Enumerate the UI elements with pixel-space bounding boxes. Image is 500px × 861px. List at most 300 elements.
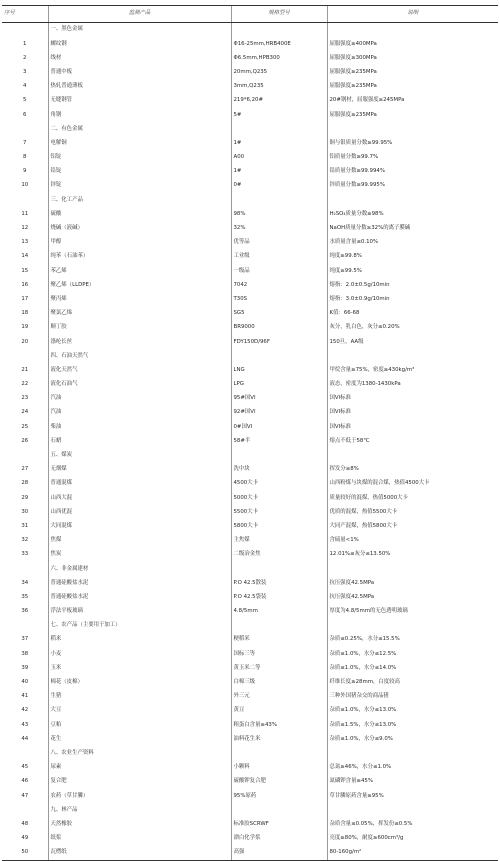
cell-note: 杂质≤1.0%，水分≤14.0% xyxy=(327,661,498,675)
cell-note: 含硫量<1% xyxy=(327,534,498,548)
cell-index: 2 xyxy=(23,54,27,61)
cell-note: 铝质量分数≥99.7% xyxy=(327,151,498,165)
product-spec-table xyxy=(2,5,498,861)
cell-index: 42 xyxy=(21,707,29,714)
cell-product: 线材 xyxy=(48,51,231,65)
cell-index: 9 xyxy=(23,168,27,175)
cell-note: 熔指：3.0±0.9g/10min xyxy=(327,293,498,307)
cell-spec: P.O 42.5散装 xyxy=(231,576,327,590)
cell-note xyxy=(327,122,498,136)
cell-product: 液化天然气 xyxy=(48,364,231,378)
cell-note: 铜与银质量分数≥99.95% xyxy=(327,137,498,151)
cell-category: 六、非金属建材 xyxy=(48,562,231,576)
cell-spec: 白棉三级 xyxy=(231,676,327,690)
table-row xyxy=(2,647,498,661)
table-row xyxy=(2,732,498,746)
cell-spec: 1# xyxy=(231,165,327,179)
cell-category: 一、黑色金属 xyxy=(48,23,231,38)
cell-product: 山西大混 xyxy=(48,491,231,505)
cell-product: 柴油 xyxy=(48,420,231,434)
cell-index: 4 xyxy=(23,83,27,90)
table-row xyxy=(2,661,498,675)
cell-note: 三种外国猪杂交的商品猪 xyxy=(327,690,498,704)
table-row xyxy=(2,250,498,264)
cell-spec: SG5 xyxy=(231,307,327,321)
cell-note: 纯度≥99.8% xyxy=(327,250,498,264)
category-row xyxy=(2,349,498,363)
header-note: 说明 xyxy=(327,6,498,23)
cell-product: 甲醇 xyxy=(48,236,231,250)
cell-product: 涤纶长丝 xyxy=(48,335,231,349)
cell-index: 18 xyxy=(21,310,29,317)
cell-spec: 3mm,Q235 xyxy=(231,80,327,94)
cell-index: 37 xyxy=(21,636,29,643)
cell-note: H₂SO₄质量分数≥98% xyxy=(327,207,498,221)
cell-note: 屈服强度≥300MPa xyxy=(327,51,498,65)
cell-spec: 优等品 xyxy=(231,236,327,250)
cell-note: 灰分，乳白色，灰分≤0.20% xyxy=(327,321,498,335)
cell-index: 22 xyxy=(21,381,29,388)
header-index: 序号 xyxy=(2,6,48,23)
cell-spec: 5500大卡 xyxy=(231,505,327,519)
table-row xyxy=(2,434,498,448)
cell-product: 稻米 xyxy=(48,633,231,647)
cell-spec: 油料花生米 xyxy=(231,732,327,746)
category-row xyxy=(2,23,498,38)
cell-spec: 92#国VI xyxy=(231,406,327,420)
category-row xyxy=(2,747,498,761)
table-row xyxy=(2,605,498,619)
cell-spec: FDY150D/96F xyxy=(231,335,327,349)
product-spec-table-sheet xyxy=(2,5,498,856)
cell-note: 国VI标准 xyxy=(327,406,498,420)
table-row xyxy=(2,846,498,861)
cell-category: 三、化工产品 xyxy=(48,193,231,207)
header-product: 监测产品 xyxy=(48,6,231,23)
header-spec: 规格型号 xyxy=(231,6,327,23)
cell-note: 屈服强度≥400MPa xyxy=(327,37,498,51)
table-row xyxy=(2,761,498,775)
cell-note: 液态，密度为1380-1430kPa xyxy=(327,378,498,392)
cell-spec: A00 xyxy=(231,151,327,165)
cell-note: 12.01%≤灰分≤13.50% xyxy=(327,548,498,562)
cell-spec: 粗蛋白含量≥43% xyxy=(231,718,327,732)
cell-index: 32 xyxy=(21,537,29,544)
cell-spec xyxy=(231,23,327,38)
cell-product: 铅锭 xyxy=(48,165,231,179)
table-row xyxy=(2,321,498,335)
cell-note: 锌质量分数≥99.995% xyxy=(327,179,498,193)
cell-index: 17 xyxy=(21,295,29,302)
cell-index: 50 xyxy=(2,846,48,861)
cell-index: 29 xyxy=(21,494,29,501)
cell-index xyxy=(2,747,48,761)
table-row xyxy=(2,491,498,505)
cell-spec: 外三元 xyxy=(231,690,327,704)
cell-product: 普通硅酸盐水泥 xyxy=(48,576,231,590)
cell-index: 31 xyxy=(21,522,29,529)
cell-index: 26 xyxy=(21,437,29,444)
cell-index: 49 xyxy=(21,835,29,842)
cell-product: 汽油 xyxy=(48,392,231,406)
cell-product: 聚乙烯（LLDPE） xyxy=(48,278,231,292)
cell-note: 屈服强度≥235MPa xyxy=(327,66,498,80)
cell-index: 6 xyxy=(23,111,27,118)
cell-note: 杂质≤1.0%，水分≤9.0% xyxy=(327,732,498,746)
cell-spec: LNG xyxy=(231,364,327,378)
table-row xyxy=(2,207,498,221)
cell-product: 液化石油气 xyxy=(48,378,231,392)
cell-note: 国VI标准 xyxy=(327,392,498,406)
cell-note xyxy=(327,449,498,463)
cell-note: 抗压强度42.5MPa xyxy=(327,576,498,590)
cell-note xyxy=(327,619,498,633)
cell-product: 浮法平板玻璃 xyxy=(48,605,231,619)
cell-index: 20 xyxy=(21,338,29,345)
cell-index: 44 xyxy=(21,735,29,742)
table-header-row xyxy=(2,6,498,23)
cell-index: 23 xyxy=(21,395,29,402)
cell-note xyxy=(327,193,498,207)
cell-spec: BR9000 xyxy=(231,321,327,335)
cell-category: 七、农产品（主要用于加工） xyxy=(48,619,231,633)
cell-product: 顺丁胶 xyxy=(48,321,231,335)
category-row xyxy=(2,122,498,136)
table-row xyxy=(2,633,498,647)
cell-note xyxy=(327,562,498,576)
table-row xyxy=(2,222,498,236)
cell-note: 水质量含量≤0.10% xyxy=(327,236,498,250)
cell-index: 24 xyxy=(21,409,29,416)
table-row xyxy=(2,51,498,65)
cell-note: 厚度为4.8/5mm的无色透明玻璃 xyxy=(327,605,498,619)
cell-index xyxy=(2,349,48,363)
cell-note: 草甘膦原药含量≥95% xyxy=(327,789,498,803)
table-row xyxy=(2,832,498,846)
table-row xyxy=(2,94,498,108)
cell-note: 氮磷钾含量≥45% xyxy=(327,775,498,789)
cell-spec xyxy=(231,449,327,463)
cell-note: 优质的混煤，热值5500大卡 xyxy=(327,505,498,519)
cell-index: 43 xyxy=(21,721,29,728)
cell-spec: 一级品 xyxy=(231,264,327,278)
table-row xyxy=(2,576,498,590)
cell-note: 屈服强度≥235MPa xyxy=(327,108,498,122)
cell-note: 纤维长度≥28mm，白度较高 xyxy=(327,676,498,690)
cell-category: 四、石油天然气 xyxy=(48,349,231,363)
cell-spec: 7042 xyxy=(231,278,327,292)
cell-spec xyxy=(231,122,327,136)
cell-note: 熔指：2.0±0.5g/10min xyxy=(327,278,498,292)
table-row xyxy=(2,704,498,718)
cell-product: 小麦 xyxy=(48,647,231,661)
cell-note: 杂质≤1.0%，水分≤13.0% xyxy=(327,704,498,718)
table-row xyxy=(2,236,498,250)
cell-spec: LPG xyxy=(231,378,327,392)
cell-note: 甲烷含量≥75%，密度≥430kg/m³ xyxy=(327,364,498,378)
cell-product: 玉米 xyxy=(48,661,231,675)
cell-spec: 二级冶金焦 xyxy=(231,548,327,562)
cell-product: 石蜡 xyxy=(48,434,231,448)
cell-spec: 0#国VI xyxy=(231,420,327,434)
cell-product: 纸浆 xyxy=(48,832,231,846)
cell-index xyxy=(2,449,48,463)
cell-index: 48 xyxy=(21,820,29,827)
cell-index: 45 xyxy=(21,764,29,771)
cell-index: 30 xyxy=(21,508,29,515)
table-row xyxy=(2,66,498,80)
table-row xyxy=(2,335,498,349)
cell-index: 3 xyxy=(23,68,27,75)
cell-product: 天然橡胶 xyxy=(48,818,231,832)
table-row xyxy=(2,108,498,122)
cell-index: 7 xyxy=(23,139,27,146)
table-row xyxy=(2,137,498,151)
cell-product: 角钢 xyxy=(48,108,231,122)
cell-category: 二、有色金属 xyxy=(48,122,231,136)
cell-spec: 5# xyxy=(231,108,327,122)
cell-spec: P.O 42.5袋装 xyxy=(231,591,327,605)
cell-index xyxy=(2,193,48,207)
cell-index xyxy=(2,122,48,136)
cell-index: 34 xyxy=(21,579,29,586)
cell-index: 10 xyxy=(21,182,29,189)
table-row xyxy=(2,505,498,519)
cell-note xyxy=(327,349,498,363)
cell-product: 焦煤 xyxy=(48,534,231,548)
cell-category: 五、煤炭 xyxy=(48,449,231,463)
cell-product: 螺纹钢 xyxy=(48,37,231,51)
category-row xyxy=(2,619,498,633)
cell-note: 大同产混煤，热值5800大卡 xyxy=(327,520,498,534)
cell-note: 国VI标准 xyxy=(327,420,498,434)
cell-spec: 1# xyxy=(231,137,327,151)
cell-index: 5 xyxy=(23,97,27,104)
cell-product: 焦炭 xyxy=(48,548,231,562)
cell-note: 熔点不低于58℃ xyxy=(327,434,498,448)
cell-spec: 黄玉米二等 xyxy=(231,661,327,675)
table-row xyxy=(2,278,498,292)
cell-note: 总氮≥46%，水分≤1.0% xyxy=(327,761,498,775)
cell-index: 11 xyxy=(21,210,29,217)
cell-product: 铝锭 xyxy=(48,151,231,165)
cell-index xyxy=(2,619,48,633)
table-row xyxy=(2,406,498,420)
category-row xyxy=(2,803,498,817)
table-row xyxy=(2,463,498,477)
cell-index: 40 xyxy=(21,679,29,686)
cell-index: 13 xyxy=(21,239,29,246)
cell-product: 瓦楞纸 xyxy=(48,846,231,861)
cell-spec: 219*6,20# xyxy=(231,94,327,108)
table-row xyxy=(2,690,498,704)
table-row xyxy=(2,420,498,434)
cell-spec: 国标三等 xyxy=(231,647,327,661)
cell-product: 汽油 xyxy=(48,406,231,420)
cell-note: 杂质含量≤0.05%，挥发份≤0.5% xyxy=(327,818,498,832)
table-row xyxy=(2,548,498,562)
cell-index: 14 xyxy=(21,253,29,260)
cell-note xyxy=(327,23,498,38)
cell-spec: 95%原药 xyxy=(231,789,327,803)
category-row xyxy=(2,449,498,463)
cell-note: 150旦，AA级 xyxy=(327,335,498,349)
cell-index: 27 xyxy=(21,466,29,473)
table-row xyxy=(2,264,498,278)
cell-product: 电解铜 xyxy=(48,137,231,151)
table-row xyxy=(2,520,498,534)
cell-note xyxy=(327,803,498,817)
cell-spec: 32% xyxy=(231,222,327,236)
table-row xyxy=(2,534,498,548)
cell-spec: 4500大卡 xyxy=(231,477,327,491)
cell-index: 46 xyxy=(21,778,29,785)
cell-index: 41 xyxy=(21,693,29,700)
table-row xyxy=(2,364,498,378)
cell-spec: Φ16-25mm,HRB400E xyxy=(231,37,327,51)
cell-category: 九、林产品 xyxy=(48,803,231,817)
cell-spec: 工业级 xyxy=(231,250,327,264)
cell-note: 20#钢材，屈服强度≥245MPa xyxy=(327,94,498,108)
table-row xyxy=(2,37,498,51)
cell-spec: Φ6.5mm,HPB300 xyxy=(231,51,327,65)
cell-note: 杂质≤1.5%，水分≤13.0% xyxy=(327,718,498,732)
cell-index: 28 xyxy=(21,480,29,487)
cell-product: 纯苯（石油苯） xyxy=(48,250,231,264)
cell-index: 8 xyxy=(23,154,27,161)
cell-product: 大豆 xyxy=(48,704,231,718)
cell-spec: 小颗料 xyxy=(231,761,327,775)
cell-note xyxy=(327,747,498,761)
cell-index: 15 xyxy=(21,267,29,274)
table-row xyxy=(2,378,498,392)
cell-spec: 95#国VI xyxy=(231,392,327,406)
cell-spec xyxy=(231,747,327,761)
cell-product: 硫酸 xyxy=(48,207,231,221)
cell-product: 山西优混 xyxy=(48,505,231,519)
cell-note: 纯度≥99.5% xyxy=(327,264,498,278)
cell-product: 普通硅酸盐水泥 xyxy=(48,591,231,605)
cell-index: 25 xyxy=(21,423,29,430)
cell-product: 无烟煤 xyxy=(48,463,231,477)
cell-product: 普通混煤 xyxy=(48,477,231,491)
cell-index: 38 xyxy=(21,650,29,657)
table-row xyxy=(2,165,498,179)
cell-product: 棉花（皮棉） xyxy=(48,676,231,690)
cell-note: 抗压强度42.5MPa xyxy=(327,591,498,605)
cell-spec: 4.8/5mm xyxy=(231,605,327,619)
cell-index: 16 xyxy=(21,281,29,288)
table-row xyxy=(2,591,498,605)
cell-spec: 0# xyxy=(231,179,327,193)
table-row xyxy=(2,789,498,803)
cell-spec xyxy=(231,349,327,363)
cell-note: 80-160g/m² xyxy=(327,846,498,861)
table-row xyxy=(2,293,498,307)
cell-index: 21 xyxy=(21,366,29,373)
cell-spec: 标准胶SCRWF xyxy=(231,818,327,832)
cell-spec xyxy=(231,619,327,633)
cell-note: 屈服强度≥235MPa xyxy=(327,80,498,94)
cell-note: 质量较好的混煤，热值5000大卡 xyxy=(327,491,498,505)
table-row xyxy=(2,151,498,165)
cell-note: 山西粉煤与块煤的混合煤，热值4500大卡 xyxy=(327,477,498,491)
cell-product: 苯乙烯 xyxy=(48,264,231,278)
cell-spec: 高强 xyxy=(231,846,327,861)
cell-product: 大同混煤 xyxy=(48,520,231,534)
cell-index xyxy=(2,562,48,576)
table-row xyxy=(2,179,498,193)
cell-product: 生猪 xyxy=(48,690,231,704)
cell-spec xyxy=(231,193,327,207)
cell-spec: 硫酸钾复合肥 xyxy=(231,775,327,789)
cell-index: 35 xyxy=(21,593,29,600)
cell-product: 复合肥 xyxy=(48,775,231,789)
table-row xyxy=(2,307,498,321)
table-row xyxy=(2,676,498,690)
table-row xyxy=(2,477,498,491)
cell-index: 12 xyxy=(21,225,29,232)
cell-spec: T30S xyxy=(231,293,327,307)
cell-spec: 58#半 xyxy=(231,434,327,448)
cell-note: NaOH质量分数≥32%的离子膜碱 xyxy=(327,222,498,236)
cell-product: 锌锭 xyxy=(48,179,231,193)
cell-spec: 主焦煤 xyxy=(231,534,327,548)
cell-product: 农药（草甘膦） xyxy=(48,789,231,803)
cell-spec: 漂白化学浆 xyxy=(231,832,327,846)
cell-spec: 粳稻米 xyxy=(231,633,327,647)
cell-note: 挥发分≤8% xyxy=(327,463,498,477)
cell-note: 铅质量分数≥99.994% xyxy=(327,165,498,179)
cell-category: 八、农业生产资料 xyxy=(48,747,231,761)
cell-product: 豆粕 xyxy=(48,718,231,732)
cell-product: 普通中板 xyxy=(48,66,231,80)
cell-spec: 洗中块 xyxy=(231,463,327,477)
cell-product: 聚丙烯 xyxy=(48,293,231,307)
cell-product: 烧碱（液碱） xyxy=(48,222,231,236)
cell-index: 39 xyxy=(21,664,29,671)
cell-spec: 20mm,Q235 xyxy=(231,66,327,80)
cell-note: K值：66-68 xyxy=(327,307,498,321)
cell-spec xyxy=(231,803,327,817)
cell-index: 47 xyxy=(21,792,29,799)
table-row xyxy=(2,718,498,732)
cell-product: 热轧普通薄板 xyxy=(48,80,231,94)
cell-spec: 5000大卡 xyxy=(231,491,327,505)
cell-product: 聚氯乙烯 xyxy=(48,307,231,321)
category-row xyxy=(2,193,498,207)
cell-note: 杂质≤0.25%，水分≤15.5% xyxy=(327,633,498,647)
cell-index: 1 xyxy=(23,40,27,47)
cell-index: 19 xyxy=(21,324,29,331)
cell-spec: 黄豆 xyxy=(231,704,327,718)
table-row xyxy=(2,392,498,406)
table-row xyxy=(2,818,498,832)
category-row xyxy=(2,562,498,576)
cell-spec: 98% xyxy=(231,207,327,221)
cell-note: 杂质≤1.0%，水分≤12.5% xyxy=(327,647,498,661)
cell-index xyxy=(2,23,48,38)
cell-index xyxy=(2,803,48,817)
cell-spec xyxy=(231,562,327,576)
cell-note: 亮度≥80%，耐度≥600cm³/g xyxy=(327,832,498,846)
cell-index: 36 xyxy=(21,608,29,615)
table-row xyxy=(2,80,498,94)
table-row xyxy=(2,775,498,789)
cell-product: 无缝钢管 xyxy=(48,94,231,108)
cell-product: 尿素 xyxy=(48,761,231,775)
cell-index: 33 xyxy=(21,551,29,558)
